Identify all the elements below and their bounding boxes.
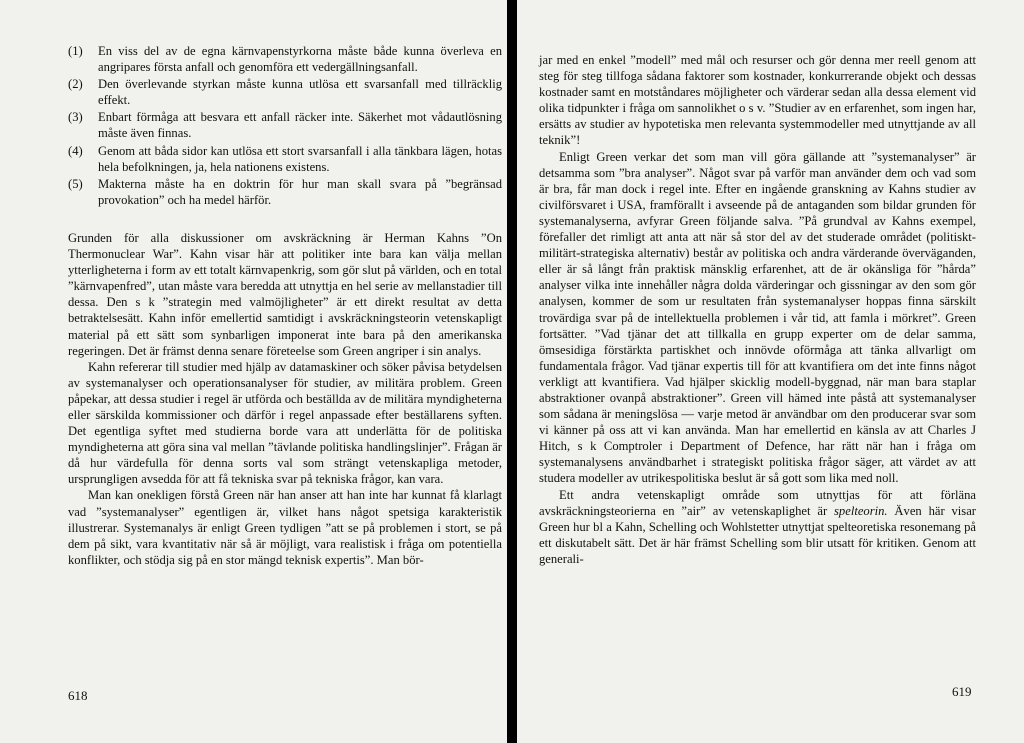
left-text-column — [68, 43, 502, 568]
paragraph: jar med en enkel ”modell” med mål och resurser och gör denna mer reell genom att steg för steg tillfoga sådana faktorer som kostnader, konkurrerande objekt och dessas kostnader samt en motståndares möjligheter och värderar sedan alla dessa element vid olika tidpunkter i fråga om sannolikhet o s v. ”Studier av en erfarenhet, som ingen har, ersätts av studier av hypotetiska men relevanta systemmodeller med utnyttjande av all teknik”! — [539, 53, 976, 148]
book-gutter — [507, 0, 517, 743]
list-text: Enbart förmåga att besvara ett anfall räcker inte. Säkerhet mot vådautlösning måste även finnas. — [98, 110, 502, 141]
italic-term: spelteorin. — [834, 503, 888, 518]
numbered-list — [68, 43, 502, 208]
paragraph: Kahn refererar till studier med hjälp av datamaskiner och söker påvisa betydelsen av systemanalyser och operationsanalyser för studier, av militära problem. Green påpekar, att dessa studier i regel är utförda och beställda av de militära myndigheterna eller särskilda kommissioner och därför i regel anpassade efter beställarens syften. Det egentliga syftet med studierna borde vara att underlätta för de politiska myndigheterna att göra sina val mellan ”tävlande politiska handlingslinjer”. Frågan är då hur värdefulla för denna sorts val som strängt vetenskapliga metoder, ursprungligen avsedda för att få tekniska svar på tekniska frågor, kan vara. — [68, 359, 502, 487]
paragraph: Grunden för alla diskussioner om avskräckning är Herman Kahns ”On Thermonuclear War”. Kahn visar här att politiker inte bara kan välja mellan ytterligheterna i form av ett totalt kärnvapenkrig, som gör slut på världen, och en total ”kärnvapenfred”, utan måste vara beredda att utnyttja en hel serie av mellanstadier till dessa. Den s k ”strategin med valmöjligheter” är ett direkt resultat av detta betraktelsesätt. Kahn inför emellertid samtidigt i avskräckningsteorin vetenskapligt material på ett sätt som synbarligen imponerat inte bara på den amerikanska regeringen. Det är främst denna senare företeelse som Green angriper i sin analys. — [68, 230, 502, 358]
paragraph: Enligt Green verkar det som man vill göra gällande att ”systemanalyser” är detsamma som ”bra analyser”. Något svar på varför man använder dem och vad som är bra, får man dock i regel inte. Efter en ingående granskning av Kahns studier av civilförsvaret i USA, framförallt i avseende på de antaganden som bildar grunden för systemanalyserna, avfyrar Green följande salva. ”På grundval av Kahns exempel, förefaller det rimligt att anta att när så stor del av det studerade området (politiskt-militärt-strategiska alternativ) består av politiska och andra värderande överväganden, eller är så långt från praktisk mänsklig erfarenhet, att de är okänsliga för ”hårda” analyser vilka inte innehåller några dolda värderingar och gissningar av den som gör analysen, kommer de som ur resultaten från systemanalyser hoppas finna särskilt trovärdiga svar på de intellektuella problemen i vår tid, att famla i mörkret”. Green fortsätter. ”Vad tjänar det att tillkalla en grupp experter om de delar samma, ömsesidiga förstärkta partiskhet och innövde oförmåga att tänka allvarligt om fundamentala frågor. Vad tjänar expertis till för att kvantifiera om det inte finns något verkligt att kvantifiera. Vad hjälper skicklig modell-byggnad, när man bara staplar abstraktioner ovanpå abstraktioner”. Green vill hämed inte påstå att systemanalyser som sådana är meningslösa — varje metod är användbar om den producerar svar som vi känner på oss att vi kan använda. Man har emellertid en känsla av att Charles J Hitch, s k Comptroler i Department of Defence, har rätt när han i fråga om systemanalysens användbarhet i strategiskt politiska frågor säger, att värdet av att studera modeller av utrikespolitiska beslut är så gott som lika med noll. — [539, 149, 976, 486]
list-number: (4) — [68, 143, 83, 158]
list-item — [68, 109, 502, 141]
list-item — [68, 43, 502, 75]
list-text: Den överlevande styrkan måste kunna utlösa ett svarsanfall med tillräcklig effekt. — [98, 77, 502, 108]
list-number: (1) — [68, 44, 83, 58]
right-page — [517, 0, 1024, 743]
paragraph — [539, 487, 976, 567]
paragraph: Man kan onekligen förstå Green när han anser att han inte har kunnat få klarlagt vad ”systemanalyser” egentligen är, vilket hans något spetsiga karakteristik illustrerar. Systemanalys är enligt Green tydligen ”att se på problemen i stort, se på dem på sikt, vara kvantitativ när så är möjligt, vara realistisk i fråga om potentiella konflikter, och stödja sig på en stor mängd teknisk expertis”. Man bör- — [68, 488, 502, 567]
list-item — [68, 76, 502, 108]
list-text: Makterna måste ha en doktrin för hur man skall svara på ”begränsad provokation” och ha medel härför. — [98, 176, 502, 207]
page-number: 619 — [952, 684, 972, 699]
paragraph-text: Även här visar Green hur bl a Kahn, Schelling och Wohlstetter utnyttjat spelteoretiska resonemang på ett diskutabelt sätt. Det är här främst Schelling som blir utsatt för kritiken. Genom att generali- — [539, 503, 976, 566]
right-text-column — [539, 52, 976, 567]
list-item — [68, 143, 502, 175]
list-number: (5) — [68, 176, 83, 191]
list-number: (3) — [68, 110, 83, 125]
paragraph-text: Ett andra vetenskapligt område som utnyttjas för att förläna avskräckningsteorierna en ”air” av vetenskaplighet är — [539, 487, 976, 518]
list-text: En viss del av de egna kärnvapenstyrkorna måste både kunna överleva en angripares första anfall och genomföra ett vedergällningsanfall. — [98, 44, 502, 75]
left-page — [0, 0, 507, 743]
list-number: (2) — [68, 77, 83, 92]
page-number: 618 — [68, 688, 88, 703]
list-item — [68, 176, 502, 208]
list-text: Genom att båda sidor kan utlösa ett stort svarsanfall i alla tänkbara lägen, hotas hela befolkningen, ja, hela nationens existens. — [98, 143, 502, 174]
